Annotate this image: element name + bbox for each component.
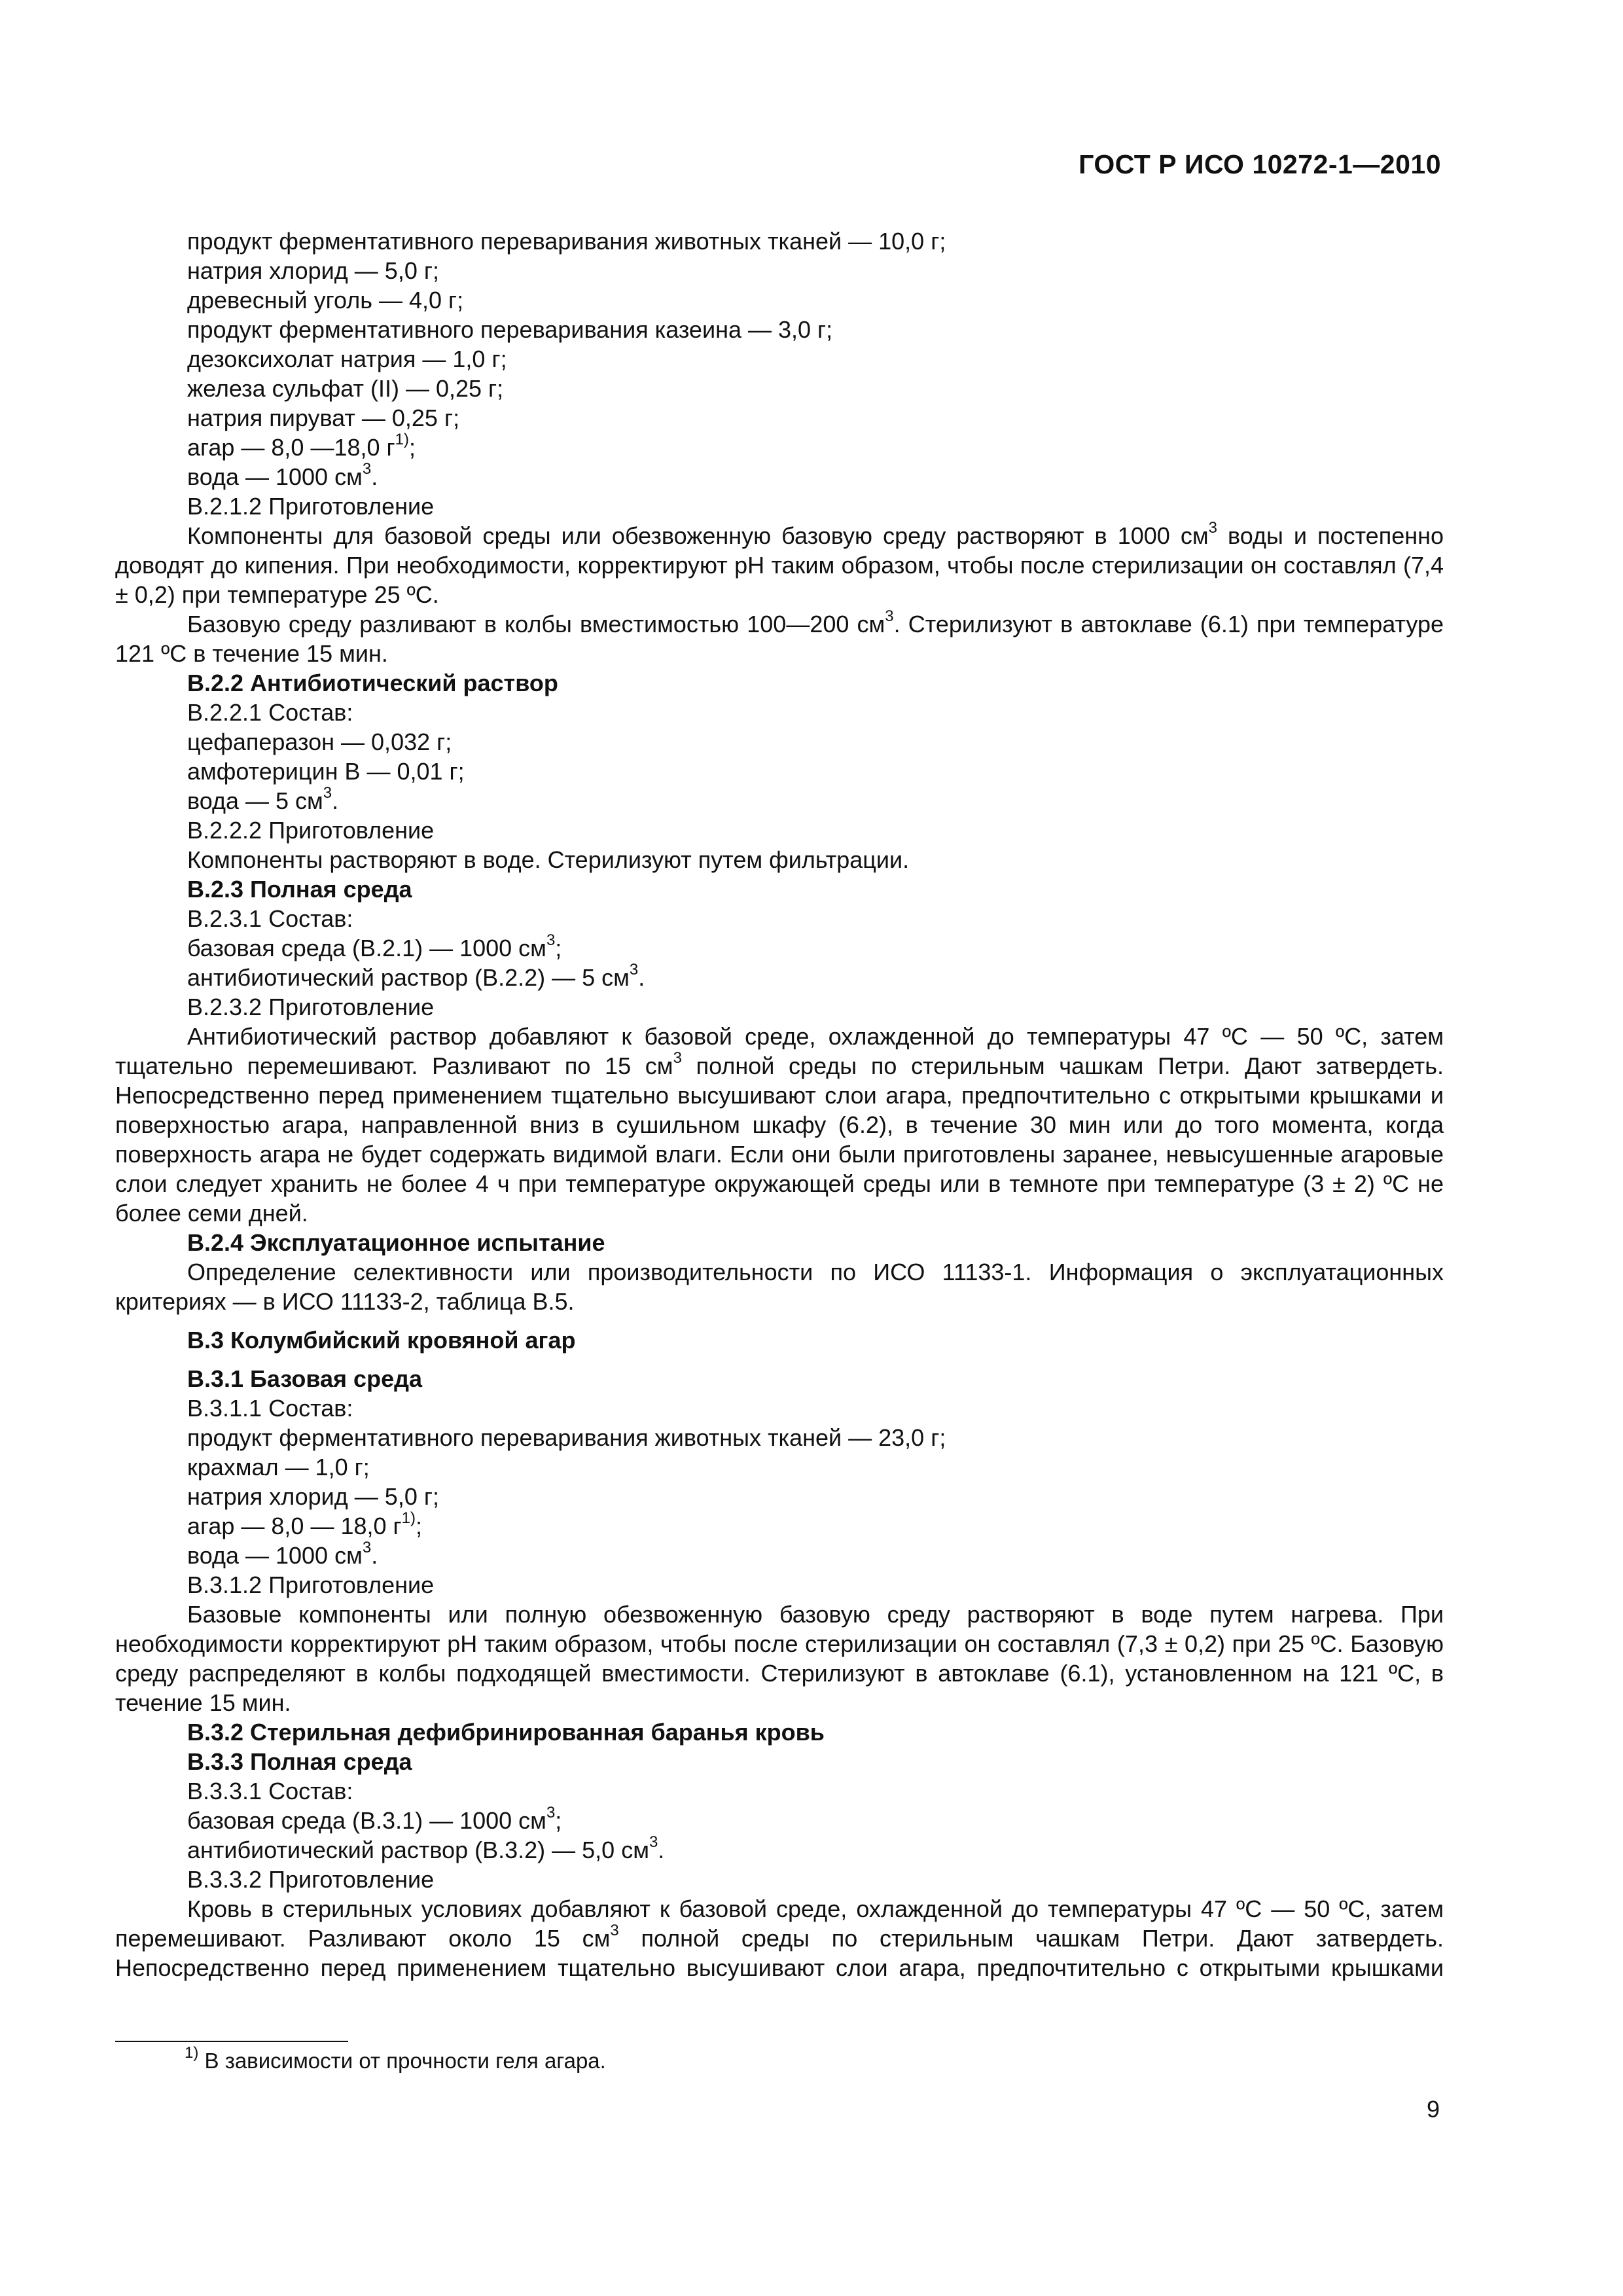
list-item xyxy=(115,963,1444,992)
page-number: 9 xyxy=(1426,2096,1440,2123)
item-tail: . xyxy=(658,1837,665,1863)
section-heading: В.2.2 Антибиотический раствор xyxy=(187,670,558,696)
footnote-text: В зависимости от прочности геля агара. xyxy=(198,2049,606,2073)
superscript: 3 xyxy=(362,1539,372,1556)
item-text: базовая среда (В.3.1) — 1000 см xyxy=(187,1807,546,1834)
item-tail: ; xyxy=(416,1513,423,1539)
subsection-heading: В.2.3.1 Состав: xyxy=(187,905,353,932)
list-item: амфотерицин В — 0,01 г; xyxy=(187,758,465,785)
paragraph-text: Кровь в стерильных условиях добавляют к базовой среде, охлажденной до температуры 47 ºС — 50 ºС, затем перемешивают. Разливают около 15 см xyxy=(115,1895,1444,1952)
subsection-heading: В.2.1.2 Приготовление xyxy=(187,493,435,520)
list-item: железа сульфат (II) — 0,25 г; xyxy=(187,375,504,402)
paragraph-text: . Стерилизуют в автоклаве (6.1) при температуре 121 ºС в течение 15 мин. xyxy=(115,611,1444,667)
item-tail: ; xyxy=(555,1807,562,1834)
footnote-ref: 1) xyxy=(395,431,409,448)
paragraph-text: Антибиотический раствор добавляют к базовой среде, охлажденной до температуры 47 ºС — 50 ºС, затем тщательно перемешивают. Разливают по 15 см xyxy=(115,1023,1444,1079)
item-text: вода — 1000 см xyxy=(187,1542,363,1569)
item-tail: . xyxy=(638,964,645,991)
list-item: продукт ферментативного переваривания казеина — 3,0 г; xyxy=(187,316,833,343)
section-heading: В.2.4 Эксплуатационное испытание xyxy=(187,1229,605,1256)
section-heading: В.3.3 Полная среда xyxy=(187,1748,412,1775)
list-item: цефаперазон — 0,032 г; xyxy=(187,728,452,755)
paragraph xyxy=(115,521,1444,609)
subsection-heading: В.3.3.1 Состав: xyxy=(187,1778,353,1804)
list-item: крахмал — 1,0 г; xyxy=(187,1454,370,1480)
list-item: натрия хлорид — 5,0 г; xyxy=(187,257,439,284)
subsection-heading: В.3.1.1 Состав: xyxy=(187,1395,353,1422)
superscript: 3 xyxy=(1208,519,1217,537)
item-text: агар — 8,0 —18,0 г xyxy=(187,434,395,461)
superscript: 3 xyxy=(629,961,639,978)
list-item: продукт ферментативного переваривания животных тканей — 10,0 г; xyxy=(187,228,946,255)
subsection-heading: В.2.2.1 Состав: xyxy=(187,699,353,726)
footnote-divider xyxy=(115,2041,348,2042)
item-text: вода — 1000 см xyxy=(187,463,363,490)
subsection-heading: В.2.2.2 Приготовление xyxy=(187,817,435,844)
subsection-heading: В.3.1.2 Приготовление xyxy=(187,1571,435,1598)
list-item-water xyxy=(115,1541,1444,1570)
list-item xyxy=(115,1835,1444,1865)
paragraph-text: воды и постепенно доводят до кипения. При необходимости, корректируют рН таким образом, чтобы после стерилизации он составлял (7,4 ± 0,2) при температуре 25 ºС. xyxy=(115,522,1444,608)
superscript: 3 xyxy=(885,607,894,625)
list-item: древесный уголь — 4,0 г; xyxy=(187,287,464,314)
list-item xyxy=(115,933,1444,963)
paragraph: Базовые компоненты или полную обезвоженную базовую среду растворяют в воде путем нагрева. При необходимости корректируют рН таким образом, чтобы после стерилизации он составлял (7,3 ± 0,2) при 25 ºС. Базовую среду распределяют в колбы подходящей вместимости. Стерилизуют в автоклаве (6.1), установленном на 121 ºС, в течение 15 мин. xyxy=(115,1601,1444,1716)
list-item-agar xyxy=(115,1511,1444,1541)
list-item xyxy=(115,1806,1444,1835)
spacer xyxy=(115,1355,1444,1364)
spacer xyxy=(115,1316,1444,1325)
list-item: натрия хлорид — 5,0 г; xyxy=(187,1483,439,1510)
superscript: 3 xyxy=(362,460,372,478)
page-body xyxy=(115,226,1444,1982)
paragraph xyxy=(115,609,1444,668)
paragraph-text: полной среды по стерильным чашкам Петри. Дают затвердеть. Непосредственно перед применением тщательно высушивают слои агара, предпочтительно с открытыми крышками и поверхностью агара, направленной вниз в сушильном шкафу (6.2), в течение 30 мин или до того момента, когда поверхность агара не будет содержать видимой влаги. Если они были приготовлены заранее, невысушенные агаровые слои следует хранить не более 4 ч при температуре окружающей среды или в темноте при температуре (3 ± 2) ºС не более семи дней. xyxy=(115,1052,1444,1227)
superscript: 3 xyxy=(546,931,556,949)
item-tail: . xyxy=(332,787,339,814)
section-heading: В.2.3 Полная среда xyxy=(187,876,412,903)
paragraph-text: полной среды по стерильным чашкам Петри. Дают затвердеть. Непосредственно перед применением тщательно высушивают слои агара, предпочтительно с открытыми крышками xyxy=(115,1925,1444,1981)
paragraph: Определение селективности или производительности по ИСО 11133-1. Информация о эксплуатационных критериях — в ИСО 11133-2, таблица В.5. xyxy=(115,1259,1444,1315)
item-tail: ; xyxy=(409,434,416,461)
list-item: натрия пируват — 0,25 г; xyxy=(187,404,460,431)
superscript: 3 xyxy=(673,1049,682,1067)
section-heading: В.3.1 Базовая среда xyxy=(187,1365,422,1392)
section-heading: В.3 Колумбийский кровяной агар xyxy=(187,1327,576,1354)
footnote-mark: 1) xyxy=(185,2044,199,2062)
item-text: агар — 8,0 — 18,0 г xyxy=(187,1513,402,1539)
paragraph-text: Базовую среду разливают в колбы вместимостью 100—200 см xyxy=(187,611,885,637)
footnote xyxy=(185,2046,606,2075)
item-tail: . xyxy=(371,463,378,490)
item-tail: ; xyxy=(555,935,562,961)
list-item: продукт ферментативного переваривания животных тканей — 23,0 г; xyxy=(187,1424,946,1451)
subsection-heading: В.2.3.2 Приготовление xyxy=(187,994,435,1020)
paragraph-text: Компоненты для базовой среды или обезвоженную базовую среду растворяют в 1000 см xyxy=(187,522,1209,549)
superscript: 3 xyxy=(649,1833,658,1851)
item-text: антибиотический раствор (В.3.2) — 5,0 см xyxy=(187,1837,649,1863)
paragraph xyxy=(115,1022,1444,1228)
footnote-ref: 1) xyxy=(401,1509,416,1527)
item-text: вода — 5 см xyxy=(187,787,323,814)
list-item-agar xyxy=(115,433,1444,462)
item-text: антибиотический раствор (В.2.2) — 5 см xyxy=(187,964,630,991)
superscript: 3 xyxy=(610,1922,619,1939)
subsection-heading: В.3.3.2 Приготовление xyxy=(187,1866,435,1893)
item-text: базовая среда (В.2.1) — 1000 см xyxy=(187,935,546,961)
superscript: 3 xyxy=(323,784,332,802)
paragraph: Компоненты растворяют в воде. Стерилизуют путем фильтрации. xyxy=(187,846,910,873)
list-item-water xyxy=(115,462,1444,492)
list-item-water xyxy=(115,786,1444,816)
paragraph xyxy=(115,1894,1444,1982)
superscript: 3 xyxy=(546,1804,556,1821)
list-item: дезоксихолат натрия — 1,0 г; xyxy=(187,346,507,372)
item-tail: . xyxy=(371,1542,378,1569)
standard-title: ГОСТ Р ИСО 10272-1—2010 xyxy=(1079,149,1441,179)
section-heading: В.3.2 Стерильная дефибринированная баранья кровь xyxy=(187,1719,825,1746)
